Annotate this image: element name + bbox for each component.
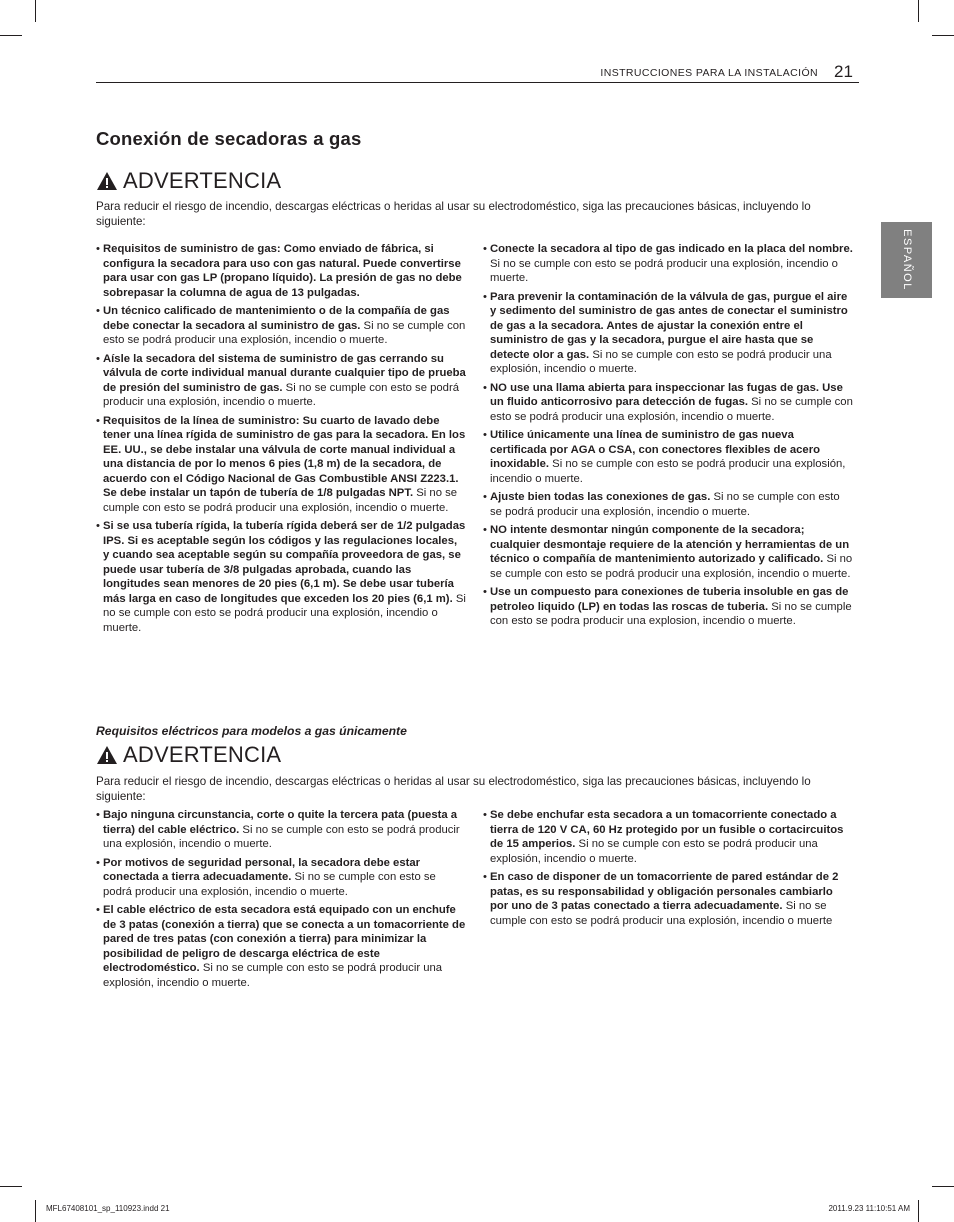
warning-triangle-icon	[96, 745, 118, 765]
language-tab	[881, 222, 932, 298]
crop-mark	[918, 0, 919, 22]
warning-heading	[96, 168, 281, 194]
list-item	[483, 870, 853, 928]
bullet-list	[483, 242, 853, 629]
crop-mark	[932, 1186, 954, 1187]
list-item-text: Si no se cumple con esto se podrá producir una explosión, incendio o muerte.	[490, 396, 853, 423]
warning1-left-column	[96, 242, 466, 639]
list-item-bold: Aísle la secadora del sistema de suministro de gas cerrando su válvula de corte individual manual durante cualquier tipo de prueba de presión del suministro de gas.	[103, 352, 466, 394]
list-item	[96, 856, 466, 900]
header-rule	[96, 82, 859, 83]
bullet-list	[96, 808, 466, 990]
list-item	[96, 304, 466, 348]
warning-heading	[96, 742, 281, 768]
list-item	[483, 242, 853, 286]
list-item-text: Si no se cumple con esto se podrá producir una explosión, incendio o muerte.	[490, 838, 818, 865]
list-item-bold: Utilice únicamente una línea de suministro de gas nueva certificada por AGA o CSA, con conectores flexibles de acero inoxidable.	[490, 429, 821, 470]
list-item-text: Si no se cumple con esto se podrá producir una explosión, incendio o muerte.	[103, 871, 436, 898]
list-item	[483, 808, 853, 866]
crop-mark	[0, 35, 22, 36]
timestamp-slug: 2011.9.23 11:10:51 AM	[828, 1204, 910, 1213]
section-title: Conexión de secadoras a gas	[96, 128, 362, 149]
warning-title: ADVERTENCIA	[123, 168, 282, 193]
list-item-bold: Se debe enchufar esta secadora a un tomacorriente conectado a tierra de 120 V CA, 60 Hz protegido por un fusible o cortacircuitos de 15 amperios.	[490, 809, 844, 850]
warning2-right-column	[483, 808, 853, 932]
warning1-right-column	[483, 242, 853, 633]
list-item	[96, 808, 466, 852]
crop-mark	[932, 35, 954, 36]
warning-intro: Para reducir el riesgo de incendio, descargas eléctricas o heridas al usar su electrodoméstico, siga las precauciones básicas, incluyendo lo siguiente:	[96, 775, 811, 803]
list-item-bold: Ajuste bien todas las conexiones de gas.	[490, 491, 711, 503]
file-slug: MFL67408101_sp_110923.indd 21	[46, 1204, 170, 1213]
list-item-bold: Conecte la secadora al tipo de gas indicado en la placa del nombre.	[490, 243, 853, 255]
list-item-bold: NO intente desmontar ningún componente de la secadora; cualquier desmontaje requiere de la atención y herramientas de un técnico o compañía de mantenimiento autorizado y calificado.	[490, 524, 850, 565]
language-tab-label: ESPAÑOL	[900, 229, 913, 291]
list-item-bold: NO use una llama abierta para inspeccionar las fugas de gas. Use un fluido anticorrosivo para detección de fugas.	[490, 381, 843, 408]
list-item	[483, 381, 853, 425]
list-item	[96, 352, 466, 410]
list-item-text: Si no se cumple con esto se podrá producir una explosión, incendio o muerte.	[490, 553, 853, 580]
crop-mark	[35, 0, 36, 22]
list-item-text: Si no se cumple con esto se podrá producir una explosión, incendio o muerte.	[103, 319, 466, 346]
list-item	[96, 519, 466, 635]
list-item	[483, 585, 853, 629]
list-item-bold: Si se usa tubería rígida, la tubería rígida deberá ser de 1/2 pulgadas IPS. Si es aceptable según los códigos y las regulaciones locales, y cuando sea aceptable según su compañía proveedora de gas, se puede usar tubería de 3/8 pulgadas aprobada, cuando las longitudes sean menores de 20 pies (6,1 m). Se debe usar tubería más larga en caso de longitudes que exceden los 20 pies (6,1 m).	[103, 520, 466, 605]
list-item-bold: Use un compuesto para conexiones de tuberia insoluble en gas de petroleo liquido (LP) en todas las roscas de tuberia.	[490, 586, 849, 613]
list-item-text: Si no se cumple con esto se podrá producir una explosión, incendio o muerte	[490, 900, 833, 927]
list-item	[483, 523, 853, 581]
list-item-text: Si no se cumple con esto se podrá producir una explosión, incendio o muerte.	[103, 381, 460, 408]
list-item-text: Si no se cumple con esto se podra producir una explosion, incendio o muerte.	[490, 600, 852, 627]
page-number: 21	[834, 62, 853, 81]
bullet-list	[483, 808, 853, 928]
list-item-bold: Requisitos de suministro de gas: Como enviado de fábrica, si configura la secadora para uso con gas natural. Puede convertirse para usar con gas LP (propano líquido). La presión de gas no debe sobrepasar la columna de agua de 13 pulgadas.	[103, 243, 462, 299]
list-item	[96, 414, 466, 516]
list-item	[483, 490, 853, 519]
list-item-bold: Bajo ninguna circunstancia, corte o quite la tercera pata (puesta a tierra) del cable eléctrico.	[103, 809, 458, 836]
list-item-text: Si no se cumple con esto se podrá producir una explosión, incendio o muerte.	[490, 458, 846, 485]
list-item	[96, 242, 466, 300]
list-item-bold: Para prevenir la contaminación de la válvula de gas, purgue el aire y sedimento del suministro de gas antes de conectar el suministro de gas a la secadora. Antes de ajustar la conexión entre el suministro de gas y la secadora, purgue el aire hasta que se detecte olor a gas.	[490, 290, 848, 361]
list-item-bold: Requisitos de la línea de suministro: Su cuarto de lavado debe tener una línea rígida de suministro de gas para la secadora. En los EE. UU., se debe instalar una válvula de corte manual individual a una distancia de por lo menos 6 pies (1,8 m) de la secadora, de acuerdo con el Código Nacional de Gas Combustible ANSI Z223.1. Se debe instalar un tapón de tubería de 1/8 pulgadas NPT.	[103, 414, 466, 499]
list-item-text: Si no se cumple con esto se podrá producir una explosión, incendio o muerte.	[103, 823, 460, 850]
running-header: INSTRUCCIONES PARA LA INSTALACIÓN	[600, 67, 818, 79]
list-item-text: Si no se cumple con esto se podrá producir una explosión, incendio o muerte.	[490, 257, 838, 284]
list-item-bold: Por motivos de seguridad personal, la secadora debe estar conectada a tierra adecuadamente.	[103, 856, 421, 883]
warning2-left-column	[96, 808, 466, 994]
crop-mark	[0, 1186, 22, 1187]
crop-mark	[918, 1200, 919, 1222]
list-item-bold: En caso de disponer de un tomacorriente de pared estándar de 2 patas, es su responsabilidad y obligación personales cambiarlo por uno de 3 patas conectado a tierra adecuadamente.	[490, 871, 839, 912]
list-item	[483, 290, 853, 377]
electrical-requirements-subheading: Requisitos eléctricos para modelos a gas únicamente	[96, 724, 407, 738]
warning-triangle-icon	[96, 171, 118, 191]
list-item-text: Si no se cumple con esto se podrá producir una explosión, incendio o muerte.	[103, 962, 443, 989]
list-item-text: Si no se cumple con esto se podrá producir una explosión, incendio o muerte.	[490, 491, 840, 518]
bullet-list	[96, 242, 466, 635]
list-item-bold: El cable eléctrico de esta secadora está equipado con un enchufe de 3 patas (conexión a tierra) que se conecta a un tomacorriente de pared de tres patas (con conexión a tierra) para minimizar la posibilidad de peligro de descarga eléctrica de este electrodoméstico.	[103, 904, 466, 974]
warning-intro: Para reducir el riesgo de incendio, descargas eléctricas o heridas al usar su electrodoméstico, siga las precauciones básicas, incluyendo lo siguiente:	[96, 200, 811, 228]
list-item-bold: Un técnico calificado de mantenimiento o de la compañía de gas debe conectar la secadora al suministro de gas.	[103, 305, 450, 332]
list-item-text: Si no se cumple con esto se podrá producir una explosión, incendio o muerte.	[103, 487, 458, 514]
warning-title: ADVERTENCIA	[123, 742, 282, 767]
list-item-text: Si no se cumple con esto se podrá producir una explosión, incendio o muerte.	[490, 348, 832, 375]
list-item-text: Si no se cumple con esto se podrá producir una explosión, incendio o muerte.	[103, 592, 466, 634]
list-item	[483, 428, 853, 486]
list-item	[96, 903, 466, 990]
crop-mark	[35, 1200, 36, 1222]
